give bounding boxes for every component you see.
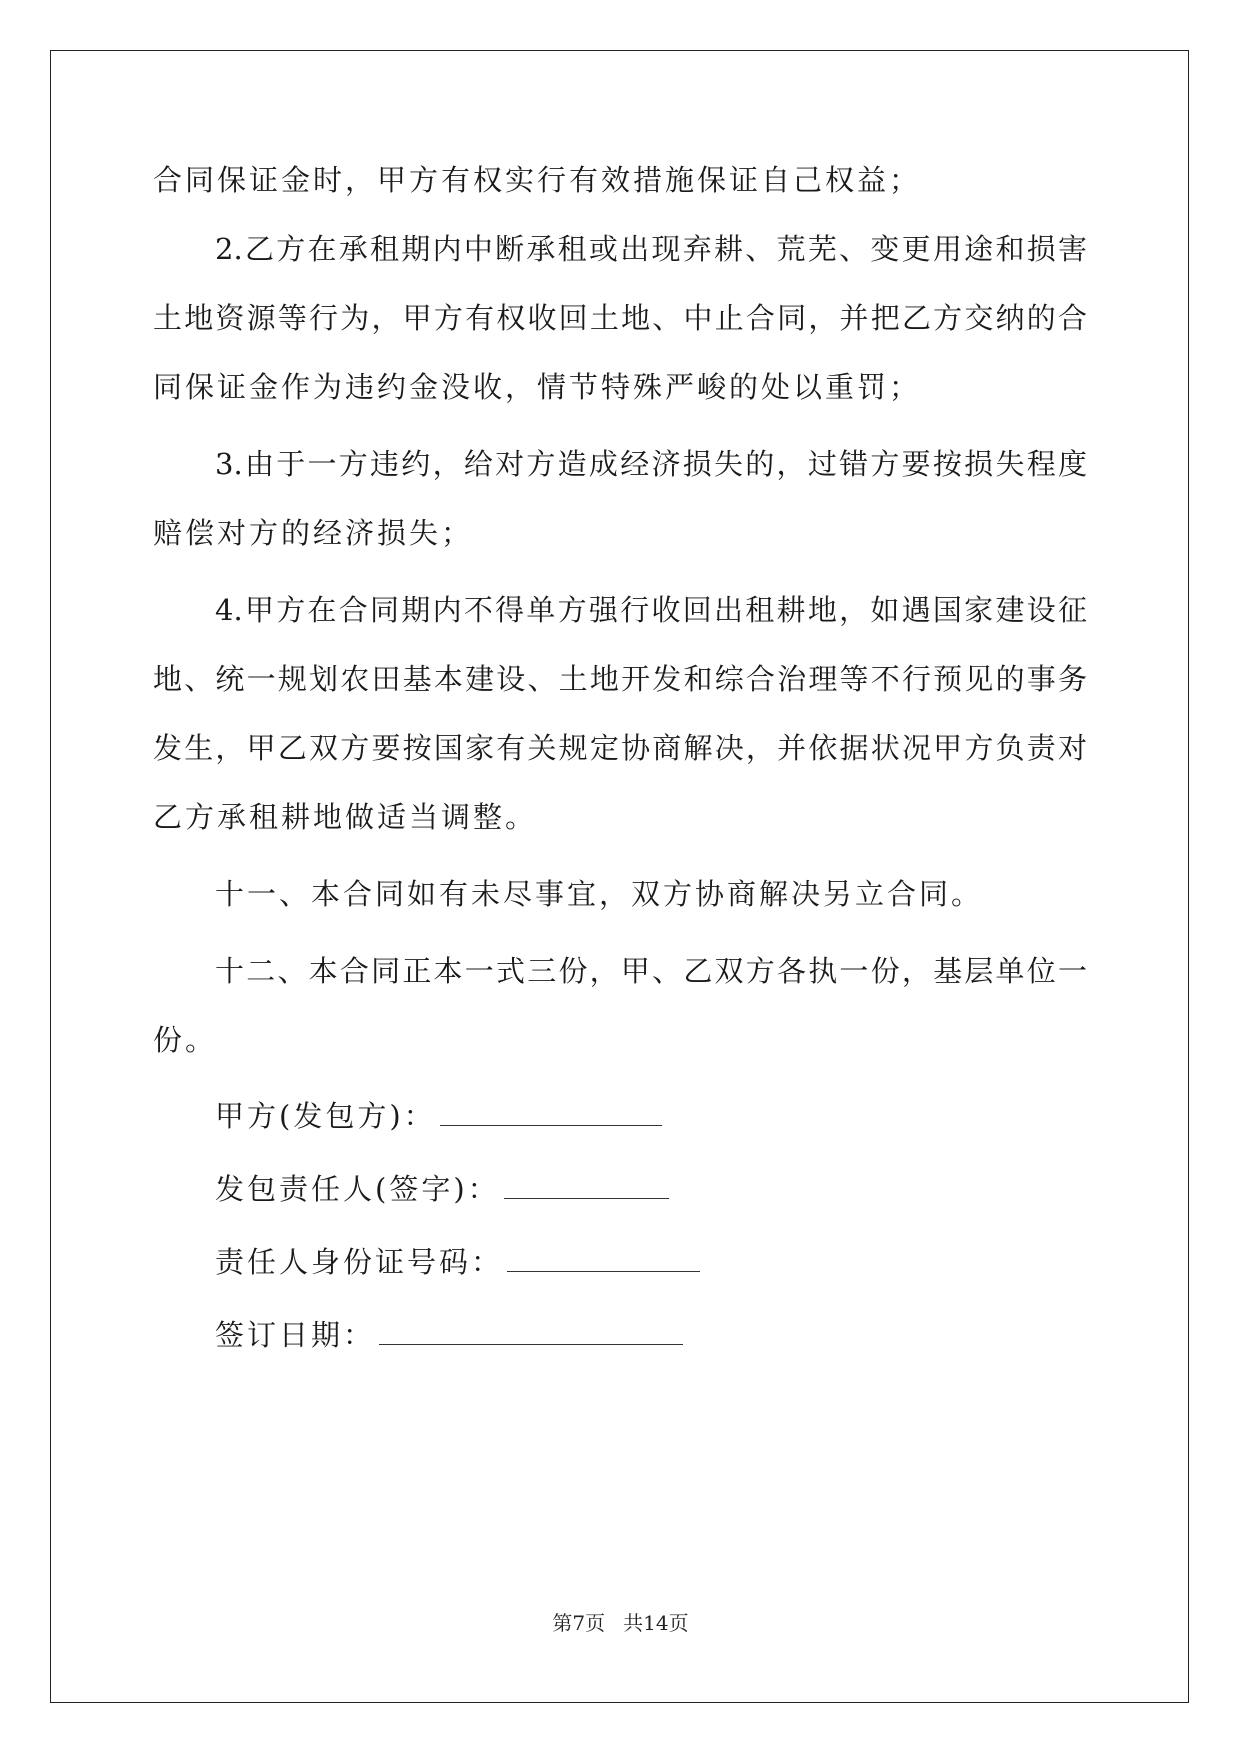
- sign-date-row: [215, 1305, 1087, 1365]
- responsible-person-row: [215, 1159, 1087, 1219]
- current-page-number: 第7页: [552, 1611, 606, 1635]
- body-line: 土地资源等行为，甲方有权收回土地、中止合同，并把乙方交纳的合: [153, 301, 1087, 335]
- total-page-count: 共14页: [623, 1611, 689, 1635]
- party-a-label: 甲方(发包方)：: [215, 1099, 436, 1133]
- body-line: 地、统一规划农田基本建设、土地开发和综合治理等不行预见的事务: [153, 662, 1087, 696]
- body-line: 合同保证金时，甲方有权实行有效措施保证自己权益；: [153, 163, 922, 197]
- article-11-line: 十一、本合同如有未尽事宜，双方协商解决另立合同。: [215, 877, 984, 911]
- body-line: 发生，甲乙双方要按国家有关规定协商解决，并依据状况甲方负责对: [153, 731, 1087, 765]
- party-a-row: [215, 1086, 1087, 1146]
- responsible-person-signature-blank[interactable]: [504, 1178, 669, 1199]
- page-footer: [0, 1607, 1241, 1636]
- party-a-signature-blank[interactable]: [440, 1105, 662, 1126]
- body-line: 份。: [153, 1023, 218, 1057]
- clause-2-line: 2.乙方在承租期内中断承租或出现弃耕、荒芜、变更用途和损害: [215, 232, 1087, 266]
- clause-3-line: 3.由于一方违约，给对方造成经济损失的，过错方要按损失程度: [215, 447, 1087, 481]
- body-line: 赔偿对方的经济损失；: [153, 516, 474, 550]
- id-number-label: 责任人身份证号码：: [215, 1245, 504, 1279]
- responsible-person-label: 发包责任人(签字)：: [215, 1172, 500, 1206]
- sign-date-blank[interactable]: [379, 1324, 683, 1345]
- sign-date-label: 签订日期：: [215, 1318, 376, 1352]
- body-line: 乙方承租耕地做适当调整。: [153, 800, 538, 834]
- clause-4-line: 4.甲方在合同期内不得单方强行收回出租耕地，如遇国家建设征: [215, 593, 1087, 627]
- body-line: 同保证金作为违约金没收，情节特殊严峻的处以重罚；: [153, 370, 922, 404]
- id-number-row: [215, 1232, 1087, 1292]
- article-12-line: 十二、本合同正本一式三份，甲、乙双方各执一份，基层单位一: [215, 954, 1087, 988]
- id-number-blank[interactable]: [507, 1251, 700, 1272]
